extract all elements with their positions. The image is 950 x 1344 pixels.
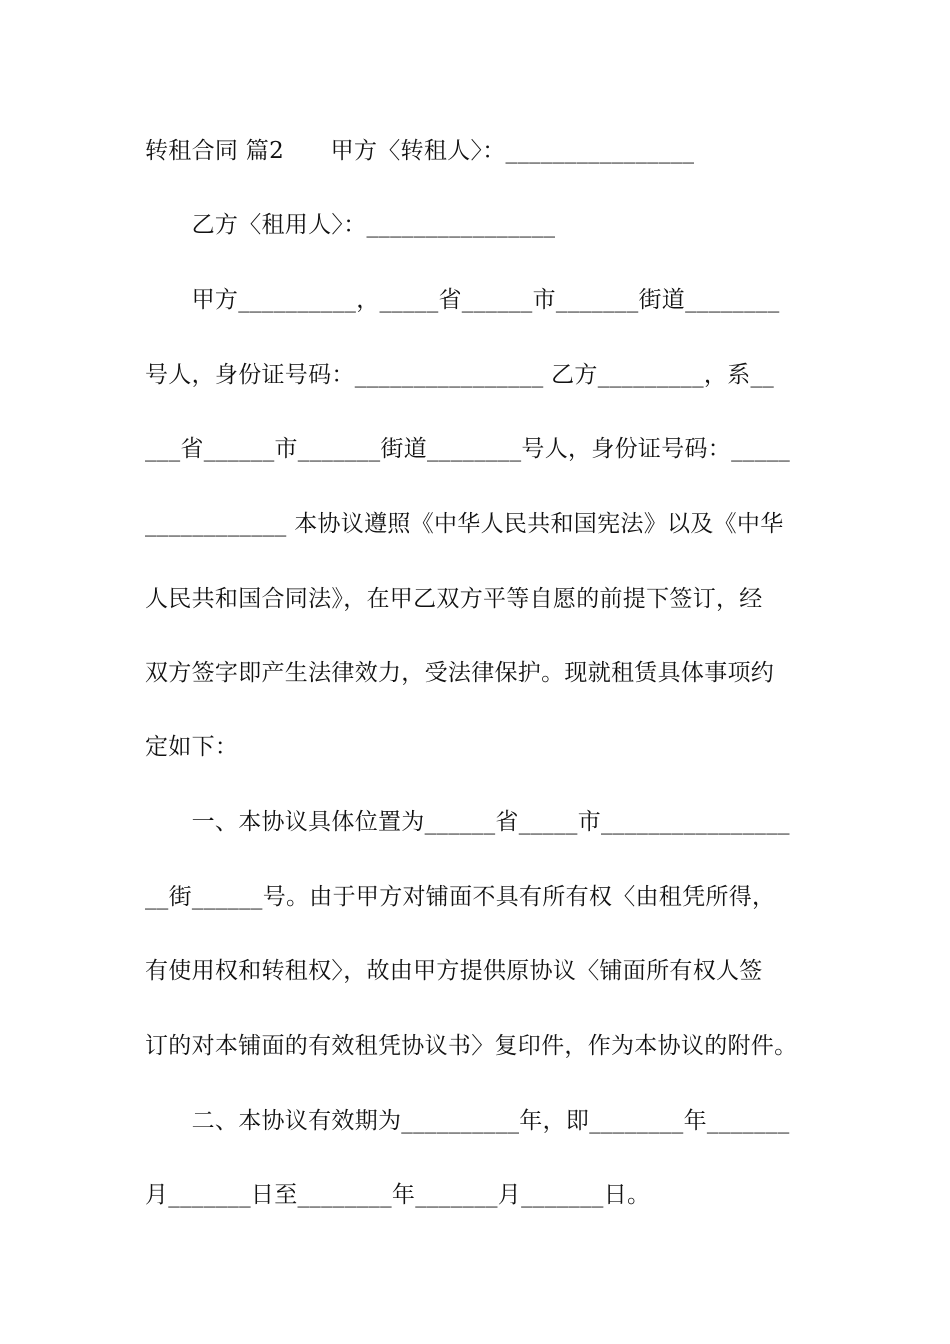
document-line: 甲方__________，_____省______市_______街道________: [145, 287, 780, 313]
document-line: ___省______市_______街道________号人，身份证号码：_____: [145, 436, 791, 462]
document-line: 有使用权和转租权〉，故由甲方提供原协议〈铺面所有权人签: [145, 958, 763, 984]
document-line: 双方签字即产生法律效力，受法律保护。现就租赁具体事项约: [145, 660, 775, 686]
document-line: 乙方〈租用人〉：________________: [145, 212, 556, 238]
document-line: __街______号。由于甲方对铺面不具有所有权〈由租凭所得，: [145, 884, 776, 910]
document-line: 一、本协议具体位置为______省_____市________________: [145, 809, 790, 835]
document-line: 订的对本铺面的有效租凭协议书〉复印件，作为本协议的附件。: [145, 1033, 798, 1059]
document-line: 二、本协议有效期为__________年，即________年_______: [145, 1108, 790, 1134]
document-line: 转租合同 篇2 甲方〈转租人〉：________________: [145, 138, 695, 164]
document-line: 人民共和国合同法》，在甲乙双方平等自愿的前提下签订，经: [145, 586, 763, 612]
document-line: 月_______日至________年_______月_______日。: [145, 1182, 651, 1208]
document-line: 定如下：: [145, 734, 239, 760]
document-line: ____________ 本协议遵照《中华人民共和国宪法》以及《中华: [145, 511, 784, 537]
document-line: 号人，身份证号码：________________ 乙方_________，系__: [145, 362, 775, 388]
